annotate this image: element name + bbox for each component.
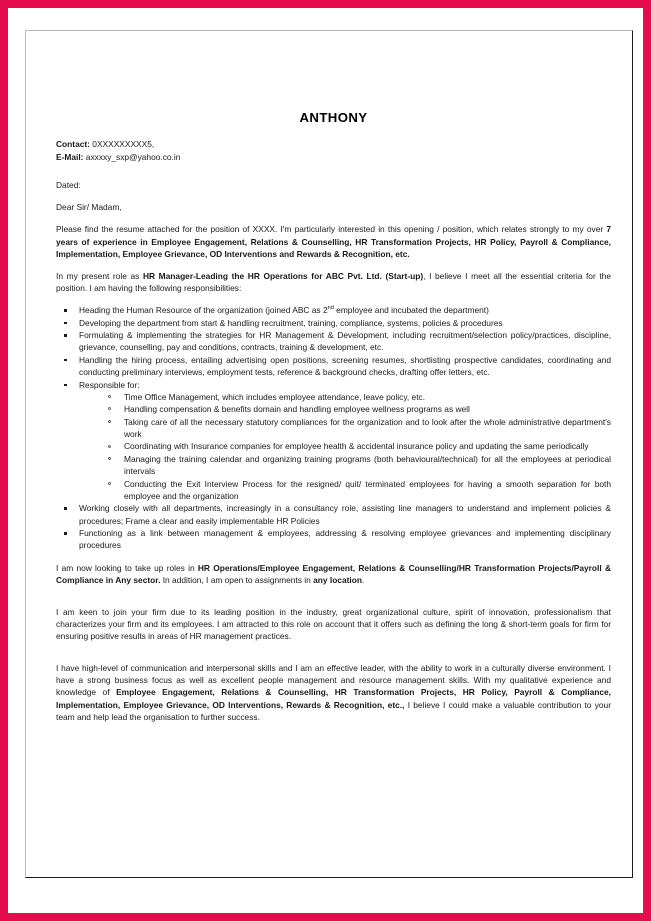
sub-list-item: Time Office Management, which includes employee attendance, leave policy, etc.	[101, 391, 611, 403]
role-paragraph	[56, 270, 611, 294]
looking-paragraph-bold-location: any location	[313, 574, 362, 585]
contact-email-label: E-Mail:	[56, 151, 84, 162]
sub-list-wrapper	[79, 391, 611, 502]
document-page	[8, 8, 643, 913]
closing-paragraph-bold-skills: Employee Engagement, Relations & Counselling, HR Transformation Projects, HR Policy, Payroll & Compliance, Implementation, Employee Grievance, OD Interventions, Rewards & Recognition, etc.,	[56, 687, 612, 710]
role-paragraph-pre: In my present role as	[56, 270, 143, 281]
closing-paragraph-post: I believe I could make a valuable contribution to your team and help lead the organisation to further success.	[56, 699, 611, 722]
dated-line: Dated:	[56, 180, 81, 191]
looking-paragraph-mid: In addition, I am open to assignments in	[160, 574, 314, 585]
spacer-after-contact	[56, 167, 611, 179]
bullet-text-post: employee and incubated the department)	[333, 304, 489, 315]
sub-list-item: Handling compensation & benefits domain and handling employee wellness programs as well	[101, 403, 611, 415]
sub-list-item: Taking care of all the necessary statutory compliances for the organization and to look after the whole administrative department's work	[101, 416, 611, 440]
list-item: Handling the hiring process, entailing advertising open positions, screening resumes, shortlisting prospective candidates, coordinating and conducting preliminary interviews, employment tests, reference & background checks, drafting offer letters, etc.	[56, 354, 611, 378]
list-item-responsible-for	[56, 379, 611, 502]
list-item: Formulating & implementing the strategies for HR Management & Development, including recruitment/selection policy/practices, discipline, grievance, counselling, pay and conditions, contracts, training & development, etc.	[56, 329, 611, 353]
responsibilities-sub-list	[101, 391, 611, 502]
sub-list-item: Conducting the Exit Interview Process for the resigned/ quit/ terminated employees for having a smooth separation for both employee and the organization	[101, 478, 611, 502]
ordinal-superscript: nd	[327, 305, 334, 312]
contact-phone-label: Contact:	[56, 139, 90, 150]
contact-phone-value: 0XXXXXXXXX5,	[89, 139, 155, 150]
role-paragraph-post: , I believe I meet all the essential criteria for the position. I am having the following responsibilities:	[56, 270, 612, 293]
intro-paragraph-bold: 7 years of experience in Employee Engagement, Relations & Counselling, HR Transformation Projects, HR Policy, Payroll & Compliance, Implementation, Employee Grievance, OD Interventions and Rewards & Recognition, etc.	[56, 224, 611, 259]
spacer-after-list	[56, 552, 611, 562]
intro-paragraph	[56, 223, 611, 259]
spacer-before-keen	[56, 596, 611, 606]
list-item: Working closely with all departments, increasingly in a consultancy role, assisting line managers to understand and implement policies & procedures; Frame a clear and easily implementable HR Policies	[56, 502, 611, 526]
list-item: Functioning as a link between management & employees, addressing & resolving employee grievances and implementing disciplinary procedures	[56, 527, 611, 551]
list-item: Developing the department from start & handling recruitment, training, compliance, systems, policies & procedures	[56, 317, 611, 329]
sub-list-item: Managing the training calendar and organizing training programs (both behavioural/technical) for all the employees at periodical intervals	[101, 453, 611, 477]
role-paragraph-bold: HR Manager-Leading the HR Operations for ABC Pvt. Ltd. (Start-up)	[142, 270, 424, 281]
contact-email-value: axxxxy_sxp@yahoo.co.in	[83, 151, 181, 162]
bullet-text-pre: Heading the Human Resource of the organization (joined ABC as 2	[79, 304, 328, 315]
intro-paragraph-pre: Please find the resume attached for the position of XXXX. I'm particularly interested in this opening / position, which relates strongly to my over	[56, 224, 607, 235]
looking-paragraph-bold-roles: HR Operations/Employee Engagement, Relations & Counselling/HR Transformation Projects/Payroll & Compliance in Any sector.	[56, 562, 611, 585]
salutation-line: Dear Sir/ Madam,	[56, 202, 122, 213]
cover-letter-body	[56, 112, 611, 723]
looking-paragraph-post: .	[361, 574, 365, 585]
spacer-before-closing	[56, 652, 611, 662]
page-title: ANTHONY	[299, 110, 368, 125]
contact-email-line	[56, 151, 611, 164]
looking-paragraph-pre: I am now looking to take up roles in	[56, 562, 198, 573]
contact-details	[56, 138, 611, 163]
sub-list-item: Coordinating with Insurance companies for employee health & accidental insurance policy and updating the same periodically	[101, 440, 611, 452]
bullet-text: Responsible for:	[79, 379, 140, 390]
list-item	[56, 304, 611, 316]
keen-paragraph: I am keen to join your firm due to its leading position in the industry, great organizational culture, spirit of innovation, professionalism that characterizes your firm and its employees. I am attracted to this role on account that it offers such as defining the long & short-term goals for firm for ensuring positive results in areas of HR management practices.	[56, 607, 611, 642]
looking-paragraph	[56, 562, 611, 586]
closing-paragraph	[56, 662, 611, 722]
responsibilities-list	[56, 304, 611, 551]
contact-phone-line	[56, 138, 611, 151]
closing-paragraph-pre: I have high-level of communication and interpersonal skills and I am an effective leader, with the ability to work in a culturally diverse environment. I have a strong business focus as well as excellent people management and resource management skills. With my qualitative experience and knowledge of	[56, 663, 611, 698]
